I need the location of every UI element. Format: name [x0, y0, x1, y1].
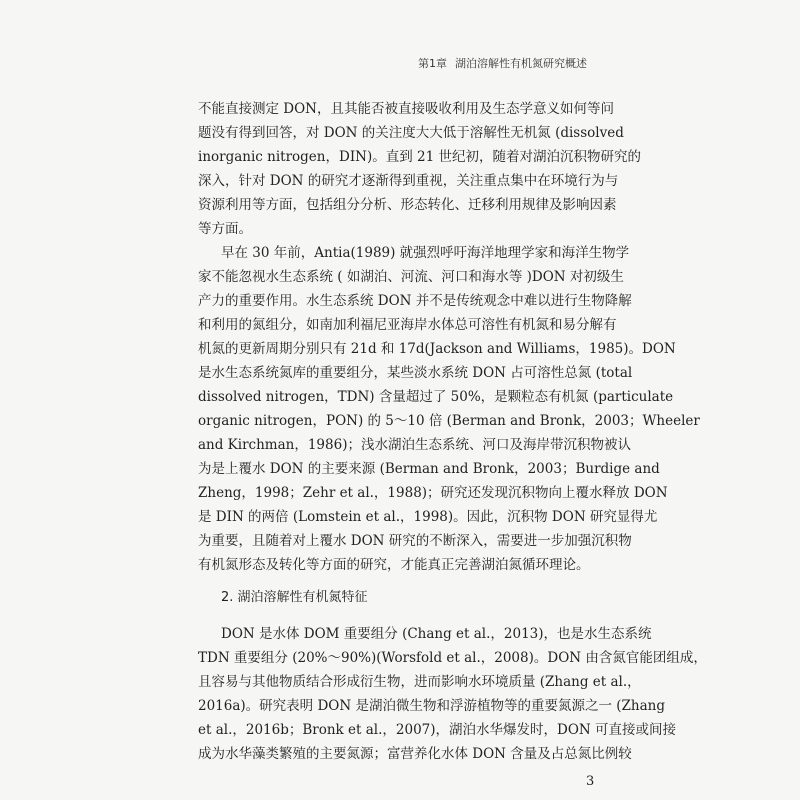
paragraph-line: TDN 重要组分 (20%～90%)(Worsfold et al.，2008)。DON 由含氮官能团组成， — [198, 650, 707, 666]
paragraph-line: 是 DIN 的两倍 (Lomstein et al.，1998)。因此，沉积物 DON 研究显得尤 — [198, 509, 658, 525]
paragraph-line: dissolved nitrogen，TDN) 含量超过了 50%，是颗粒态有机氮 (particulate — [198, 389, 674, 405]
paragraph-line: 不能直接测定 DON，且其能否被直接吸收利用及生态学意义如何等问 — [198, 101, 614, 117]
paragraph-line: inorganic nitrogen，DIN)。直到 21 世纪初，随着对湖泊沉积物研究的 — [198, 149, 641, 165]
paragraph-line: organic nitrogen，PON) 的 5～10 倍 (Berman and Bronk，2003；Wheeler — [198, 413, 700, 429]
paragraph-line: 产力的重要作用。水生态系统 DON 并不是传统观念中难以进行生物降解 — [198, 293, 632, 309]
running-head-title: 湖泊溶解性有机氮研究概述 — [455, 57, 587, 70]
paragraph-line: 等方面。 — [198, 221, 252, 237]
paragraph-line: 为是上覆水 DON 的主要来源 (Berman and Bronk，2003；Burdige and — [198, 461, 660, 477]
paragraph-line: 且容易与其他物质结合形成衍生物，进而影响水环境质量 (Zhang et al.， — [198, 674, 641, 690]
paragraph-line: 题没有得到回答，对 DON 的关注度大大低于溶解性无机氮 (dissolved — [198, 125, 624, 141]
paragraph-line: and Kirchman，1986)；浅水湖泊生态系统、河口及海岸带沉积物被认 — [198, 437, 631, 453]
paragraph-line: 为重要，且随着对上覆水 DON 研究的不断深入，需要进一步加强沉积物 — [198, 533, 632, 549]
paragraph-line: et al.，2016b；Bronk et al.，2007)，湖泊水华爆发时，DON 可直接或间接 — [198, 722, 677, 738]
paragraph-line: 和利用的氮组分，如南加利福尼亚海岸水体总可溶性有机氮和易分解有 — [198, 317, 617, 333]
page-number: 3 — [586, 774, 595, 789]
paragraph-line: 家不能忽视水生态系统 ( 如湖泊、河流、河口和海水等 )DON 对初级生 — [198, 269, 624, 285]
running-head — [418, 55, 587, 71]
paragraph-line: 2016a)。研究表明 DON 是湖泊微生物和浮游植物等的重要氮源之一 (Zhang — [198, 698, 665, 714]
paragraph-line: 有机氮形态及转化等方面的研究，才能真正完善湖泊氮循环理论。 — [198, 557, 590, 573]
paragraph-line: 深入，针对 DON 的研究才逐渐得到重视，关注重点集中在环境行为与 — [198, 173, 619, 189]
paragraph-line: 资源利用等方面，包括组分分析、形态转化、迁移利用规律及影响因素 — [198, 197, 617, 213]
running-head-chapter: 第1章 — [418, 57, 447, 70]
paragraph-line: Zheng，1998；Zehr et al.，1988)；研究还发现沉积物向上覆水释放 DON — [198, 485, 668, 501]
paragraph-line: 早在 30 年前，Antia(1989) 就强烈呼吁海洋地理学家和海洋生物学 — [221, 245, 630, 261]
paragraph-line: 成为水华藻类繁殖的主要氮源；富营养化水体 DON 含量及占总氮比例较 — [198, 746, 632, 762]
paragraph-line: DON 是水体 DOM 重要组分 (Chang et al.，2013)，也是水生态系统 — [221, 626, 652, 642]
paragraph-line: 是水生态系统氮库的重要组分，某些淡水系统 DON 占可溶性总氮 (total — [198, 365, 633, 381]
section-heading: 2. 湖泊溶解性有机氮特征 — [221, 590, 368, 605]
paragraph-line: 机氮的更新周期分别只有 21d 和 17d(Jackson and Williams，1985)。DON — [198, 341, 676, 357]
